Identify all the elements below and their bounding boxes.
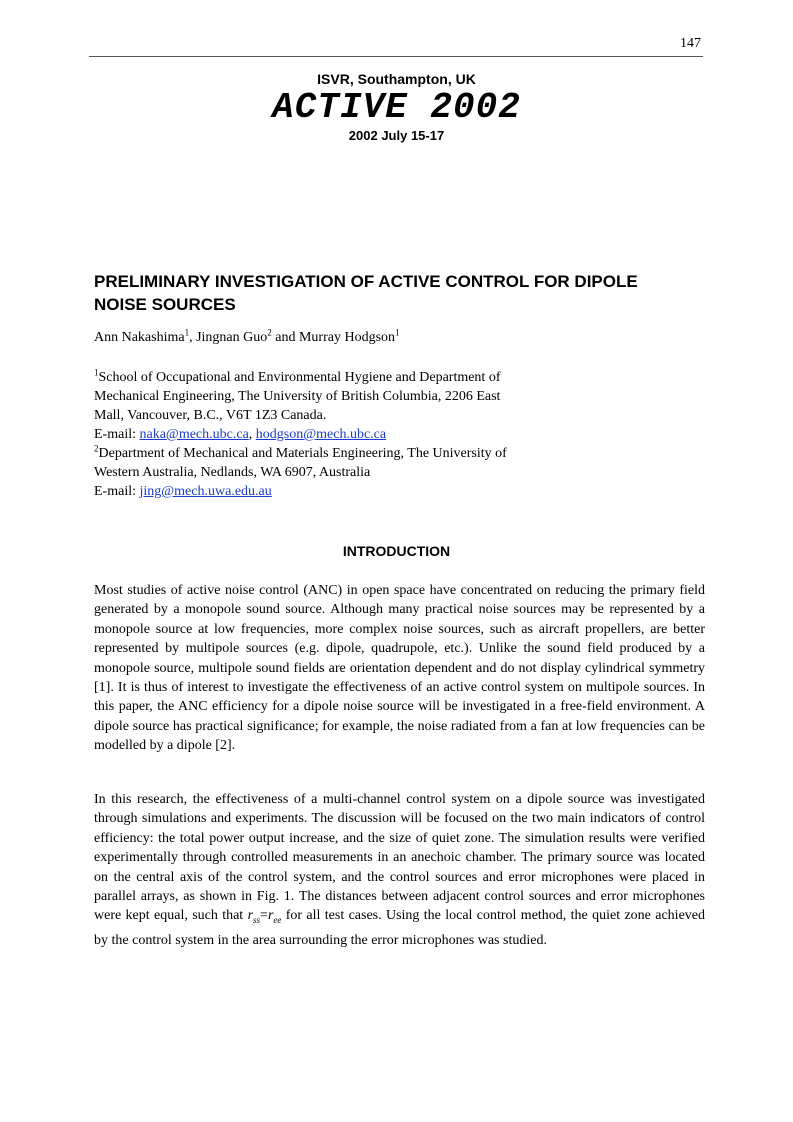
author-affiliation-mark: 1 (395, 327, 400, 338)
author-affiliation-mark: 2 (267, 327, 272, 338)
variable-r-ee: $r_{ee}$ (267, 908, 282, 926)
affiliation-1-line2: Mechanical Engineering, The University of British Columbia, 2206 East (94, 389, 501, 404)
affiliation-2-line2: Western Australia, Nedlands, WA 6907, Australia (94, 465, 371, 480)
email-label: E-mail: (94, 427, 140, 442)
paper-title-line2: NOISE SOURCES (94, 295, 236, 314)
conference-name: ACTIVE 2002 (272, 87, 521, 128)
author-separator: , (189, 330, 197, 345)
affiliation-2-email-line (94, 482, 704, 501)
affiliation-1-line1: $^1$School of Occupational and Environmental Hygiene and Department of (94, 367, 501, 385)
page-number: 147 (680, 36, 701, 51)
variable-r-ss: $r_{ss}$ (247, 908, 261, 926)
paper-title-line1: PRELIMINARY INVESTIGATION OF ACTIVE CONTROL FOR DIPOLE (94, 272, 638, 291)
affiliation-1-email-line: E-mail: naka@mech.ubc.ca, hodgson@mech.ubc.ca (94, 427, 387, 442)
affiliation-1-number: 1 (94, 367, 99, 378)
introduction-paragraph-1: Most studies of active noise control (ANC) in open space have concentrated on reducing the primary field generated by a monopole sound source. Although many practical noise sources may be represented by a monopole source at low frequencies, more complex noise sources, such as aircraft propellers, are better represented by multipole sources (e.g. dipole, quadrupole, etc.). Unlike the sound field produced by a monopole source, multipole sound fields are orientation dependent and do not display cylindrical symmetry [1]. It is thus of interest to investigate the effectiveness of an active control system on multipole sources. In this paper, the ANC efficiency for a dipole noise source will be investigated in a free-field environment. A dipole source has practical significance; for example, the noise radiated from a fan at low frequencies can be modelled by a dipole [2]. (94, 583, 705, 754)
author-affiliation-mark: 1 (184, 327, 190, 338)
paper-title (94, 270, 704, 316)
affiliation-2-line1: $^2$Department of Mechanical and Materials Engineering, The University of (94, 443, 507, 461)
affiliation-2-number: 2 (94, 443, 99, 454)
conference-header (0, 70, 793, 144)
author-name: Ann Nakashima (94, 330, 185, 345)
author-name: Murray Hodgson (298, 330, 396, 345)
email-label: E-mail: (94, 484, 140, 499)
author-separator: and (271, 330, 299, 345)
email-link-jing[interactable]: jing@mech.uwa.edu.au (139, 484, 272, 499)
email-link-hodgson[interactable]: hodgson@mech.ubc.ca (255, 427, 387, 442)
email-link-naka[interactable]: naka@mech.ubc.ca (139, 427, 249, 442)
introduction-paragraph-2: In this research, the effectiveness of a multi-channel control system on a dipole source was investigated through simulations and experiments. The discussion will be focused on the two main indicators of control efficiency: the total power output increase, and the size of quiet zone. The simulation results were verified experimentally through controlled measurements in an anechoic chamber. The primary source was located on the central axis of the control system, and the control sources and error microphones were placed in parallel arrays, as shown in Fig. 1. The distances between adjacent control sources and error microphones were kept equal, such that $r_{ss}=r_{ee}$ for all test cases. Using the local control method, the quiet zone achieved by the control system in the area surrounding the error microphones was studied. (94, 792, 705, 948)
author-list (94, 327, 400, 346)
affiliation-1-line3: Mall, Vancouver, B.C., V6T 1Z3 Canada. (94, 408, 327, 423)
section-heading-introduction: INTRODUCTION (342, 543, 451, 559)
header-rule (89, 56, 703, 57)
affiliation-1 (94, 368, 704, 501)
conference-location: ISVR, Southampton, UK (317, 71, 476, 87)
conference-dates: 2002 July 15-17 (348, 128, 445, 143)
author-name: Jingnan Guo (196, 330, 268, 345)
